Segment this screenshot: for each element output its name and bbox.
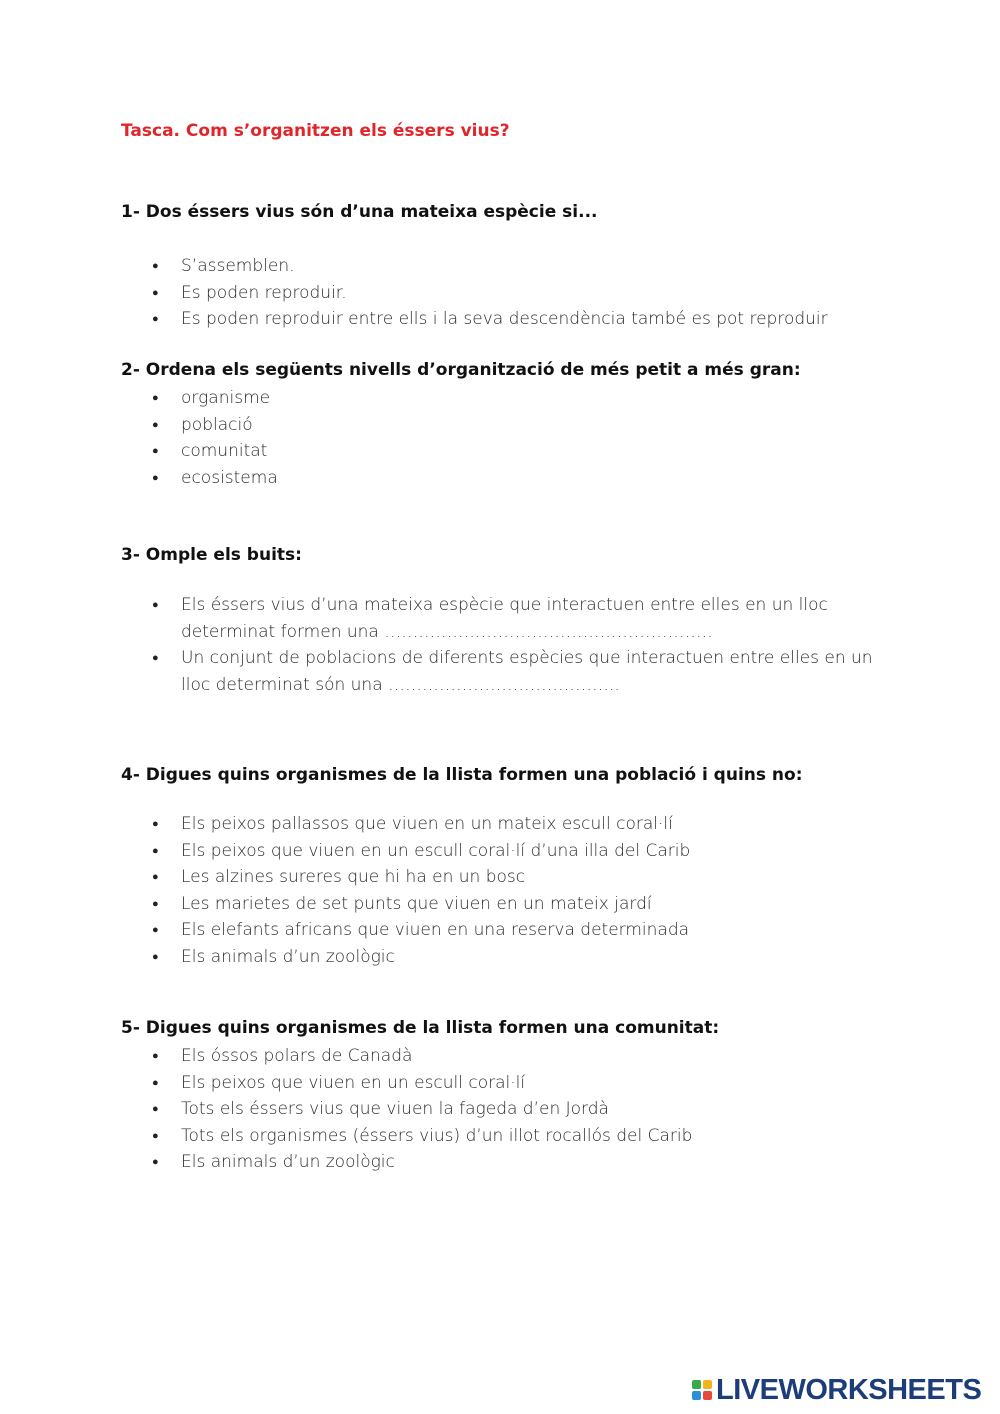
question-5-options [121,1043,881,1176]
list-item: ● organisme [121,385,881,412]
list-item: ● Els peixos pallassos que viuen en un mateix escull coral·lí [121,811,881,838]
fill-blank-item: ● Els éssers vius d’una mateixa espècie que interactuen entre elles en un lloc determinat formen una …………………………………………………. [121,592,881,645]
question-1-options [121,253,881,333]
question-3-heading: 3- Omple els buits: [121,545,302,565]
list-item: ● Els peixos que viuen en un escull coral·lí [121,1070,881,1097]
list-item: ● Els animals d’un zoològic [121,1149,881,1176]
question-2-heading: 2- Ordena els següents nivells d’organització de més petit a més gran: [121,360,801,380]
list-item: ● Els animals d’un zoològic [121,944,881,971]
list-item: ● Els óssos polars de Canadà [121,1043,881,1070]
logo-text: LIVEWORKSHEETS [716,1373,982,1406]
list-item: ● Els peixos que viuen en un escull coral·lí d’una illa del Carib [121,838,881,865]
list-item: ● Les alzines sureres que hi ha en un bosc [121,864,881,891]
question-1-heading: 1- Dos éssers vius són d’una mateixa espècie si... [121,202,598,222]
question-3-options [121,592,881,698]
list-item: ● població [121,412,881,439]
list-item: ● Els elefants africans que viuen en una reserva determinada [121,917,881,944]
question-2-options [121,385,881,491]
list-item: ● Es poden reproduir entre ells i la seva descendència també es pot reproduir [121,306,881,333]
question-5-heading: 5- Digues quins organismes de la llista formen una comunitat: [121,1018,720,1038]
worksheet-title: Tasca. Com s’organitzen els éssers vius? [121,121,510,141]
logo-mark-icon [692,1380,712,1400]
fill-blank-item: ● Un conjunt de poblacions de diferents espècies que interactuen entre elles en un lloc determinat són una ………………………………….. [121,645,881,698]
list-item: ● Tots els organismes (éssers vius) d’un illot rocallós del Carib [121,1123,881,1150]
question-4-heading: 4- Digues quins organismes de la llista formen una població i quins no: [121,765,803,785]
list-item: ● ecosistema [121,465,881,492]
liveworksheets-logo [692,1374,981,1406]
list-item: ● Les marietes de set punts que viuen en un mateix jardí [121,891,881,918]
list-item: ● S’assemblen. [121,253,881,280]
list-item: ● Tots els éssers vius que viuen la fageda d’en Jordà [121,1096,881,1123]
list-item: ● comunitat [121,438,881,465]
question-4-options [121,811,881,970]
list-item: ● Es poden reproduir. [121,280,881,307]
